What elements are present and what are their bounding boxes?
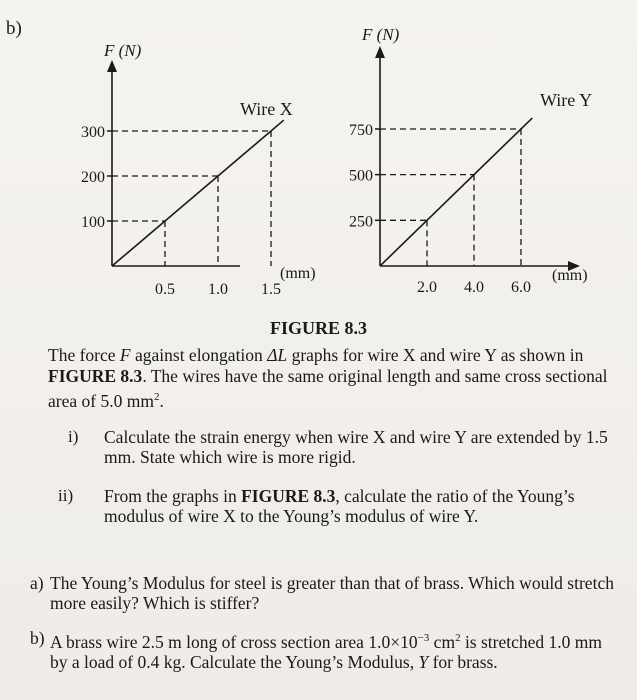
line-label: Wire Y <box>540 90 593 110</box>
wire-x-force-line <box>112 120 284 266</box>
y-tick-label: 100 <box>81 214 105 231</box>
wire-y-force-line <box>380 118 532 266</box>
subquestion-i-text: Calculate the strain energy when wire X and wire Y are extended by 1.5 mm. State which wire is more rigid. <box>104 427 608 467</box>
y-tick-label: 750 <box>349 121 373 139</box>
y-tick-label: 250 <box>349 213 373 231</box>
x-axis-unit: (mm) <box>280 265 316 282</box>
question-a-text: The Young’s Modulus for steel is greater than that of brass. Which would stretch more easily? Which is stiffer? <box>50 573 614 613</box>
x-tick-label: 0.5 <box>155 281 175 298</box>
x-tick-label: 4.0 <box>464 279 484 296</box>
y-tick-label: 200 <box>81 169 105 186</box>
line-label: Wire X <box>240 99 293 119</box>
question-a-number: a) <box>30 573 44 593</box>
x-axis-unit: (mm) <box>552 267 588 284</box>
subquestion-ii-text: From the graphs in FIGURE 8.3, calculate the ratio of the Young’s modulus of wire X to the Young’s modulus of wire Y. <box>104 486 575 526</box>
figure-title: FIGURE 8.3 <box>269 318 367 338</box>
wire-y-marks <box>349 118 532 296</box>
y-tick-label: 500 <box>349 167 373 185</box>
x-tick-label: 1.0 <box>208 281 228 298</box>
x-tick-label: 6.0 <box>511 279 531 296</box>
subquestion-i-number: i) <box>68 427 79 446</box>
intro-paragraph: The force F against elongation ΔL graphs for wire X and wire Y as shown in FIGURE 8.3. The wires have the same original length and same cross sectional area of 5.0 $mm^2$. <box>48 345 608 411</box>
y-axis-arrow-icon <box>107 60 117 72</box>
part-label: b) <box>6 18 22 39</box>
question-b-text: A brass wire 2.5 m long of cross section area $1.0\times 10^{-3}$ $cm^2$ is stretched 1.0 mm by a load of 0.4 kg. Calculate the Young’s Modulus, Y for brass. <box>50 631 602 672</box>
x-tick-label: 2.0 <box>417 279 437 296</box>
graph-wire-x <box>60 30 320 298</box>
subquestion-ii-number: ii) <box>58 486 74 505</box>
y-axis-arrow-icon <box>375 46 385 58</box>
x-tick-label: 1.5 <box>261 281 281 298</box>
y-axis-label: F (N) <box>104 41 142 60</box>
question-b-number: b) <box>30 628 45 648</box>
graph-wire-y <box>330 22 630 296</box>
y-axis-label: F (N) <box>362 25 400 44</box>
y-tick-label: 300 <box>81 124 105 141</box>
